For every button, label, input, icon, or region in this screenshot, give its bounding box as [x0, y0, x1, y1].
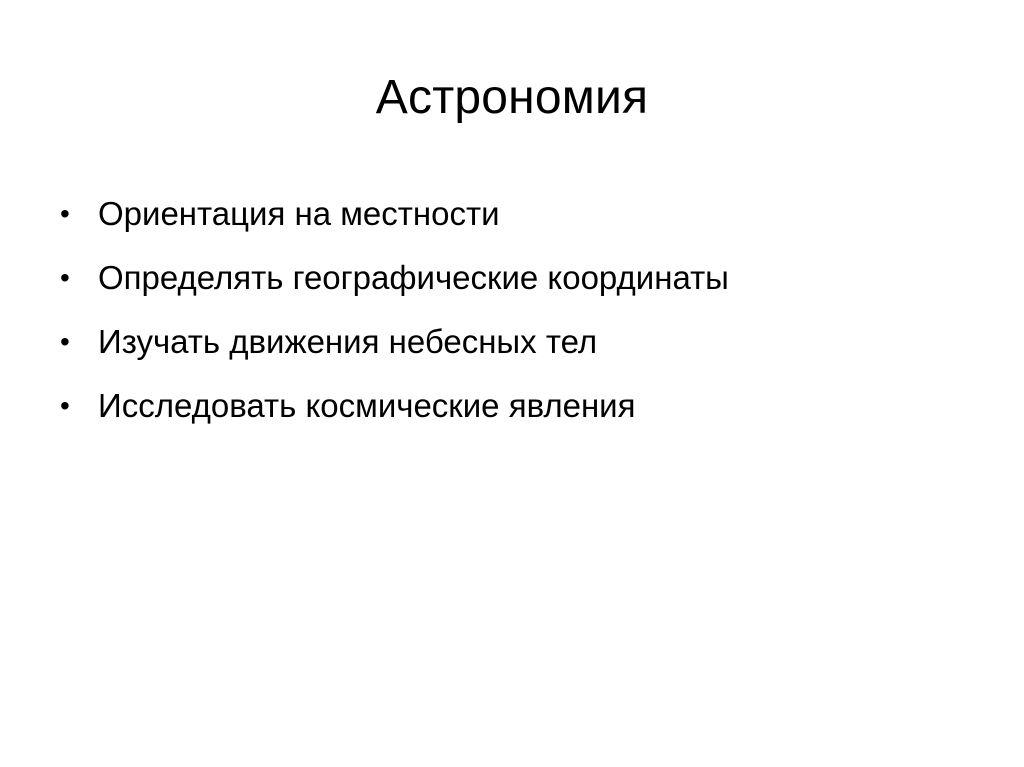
bullet-icon: • — [60, 390, 70, 421]
list-item — [56, 246, 729, 310]
bullet-text: Исследовать космические явления — [98, 387, 636, 424]
bullet-icon: • — [60, 198, 70, 229]
list-item — [56, 374, 729, 438]
bullet-list — [56, 182, 729, 438]
bullet-icon: • — [60, 262, 70, 293]
bullet-icon: • — [60, 326, 70, 357]
slide-title: Астрономия — [375, 71, 649, 124]
list-item — [56, 182, 729, 246]
bullet-text: Ориентация на местности — [98, 195, 500, 232]
list-item — [56, 310, 729, 374]
bullet-text: Изучать движения небесных тел — [98, 323, 598, 360]
bullet-text: Определять географические координаты — [98, 259, 729, 296]
